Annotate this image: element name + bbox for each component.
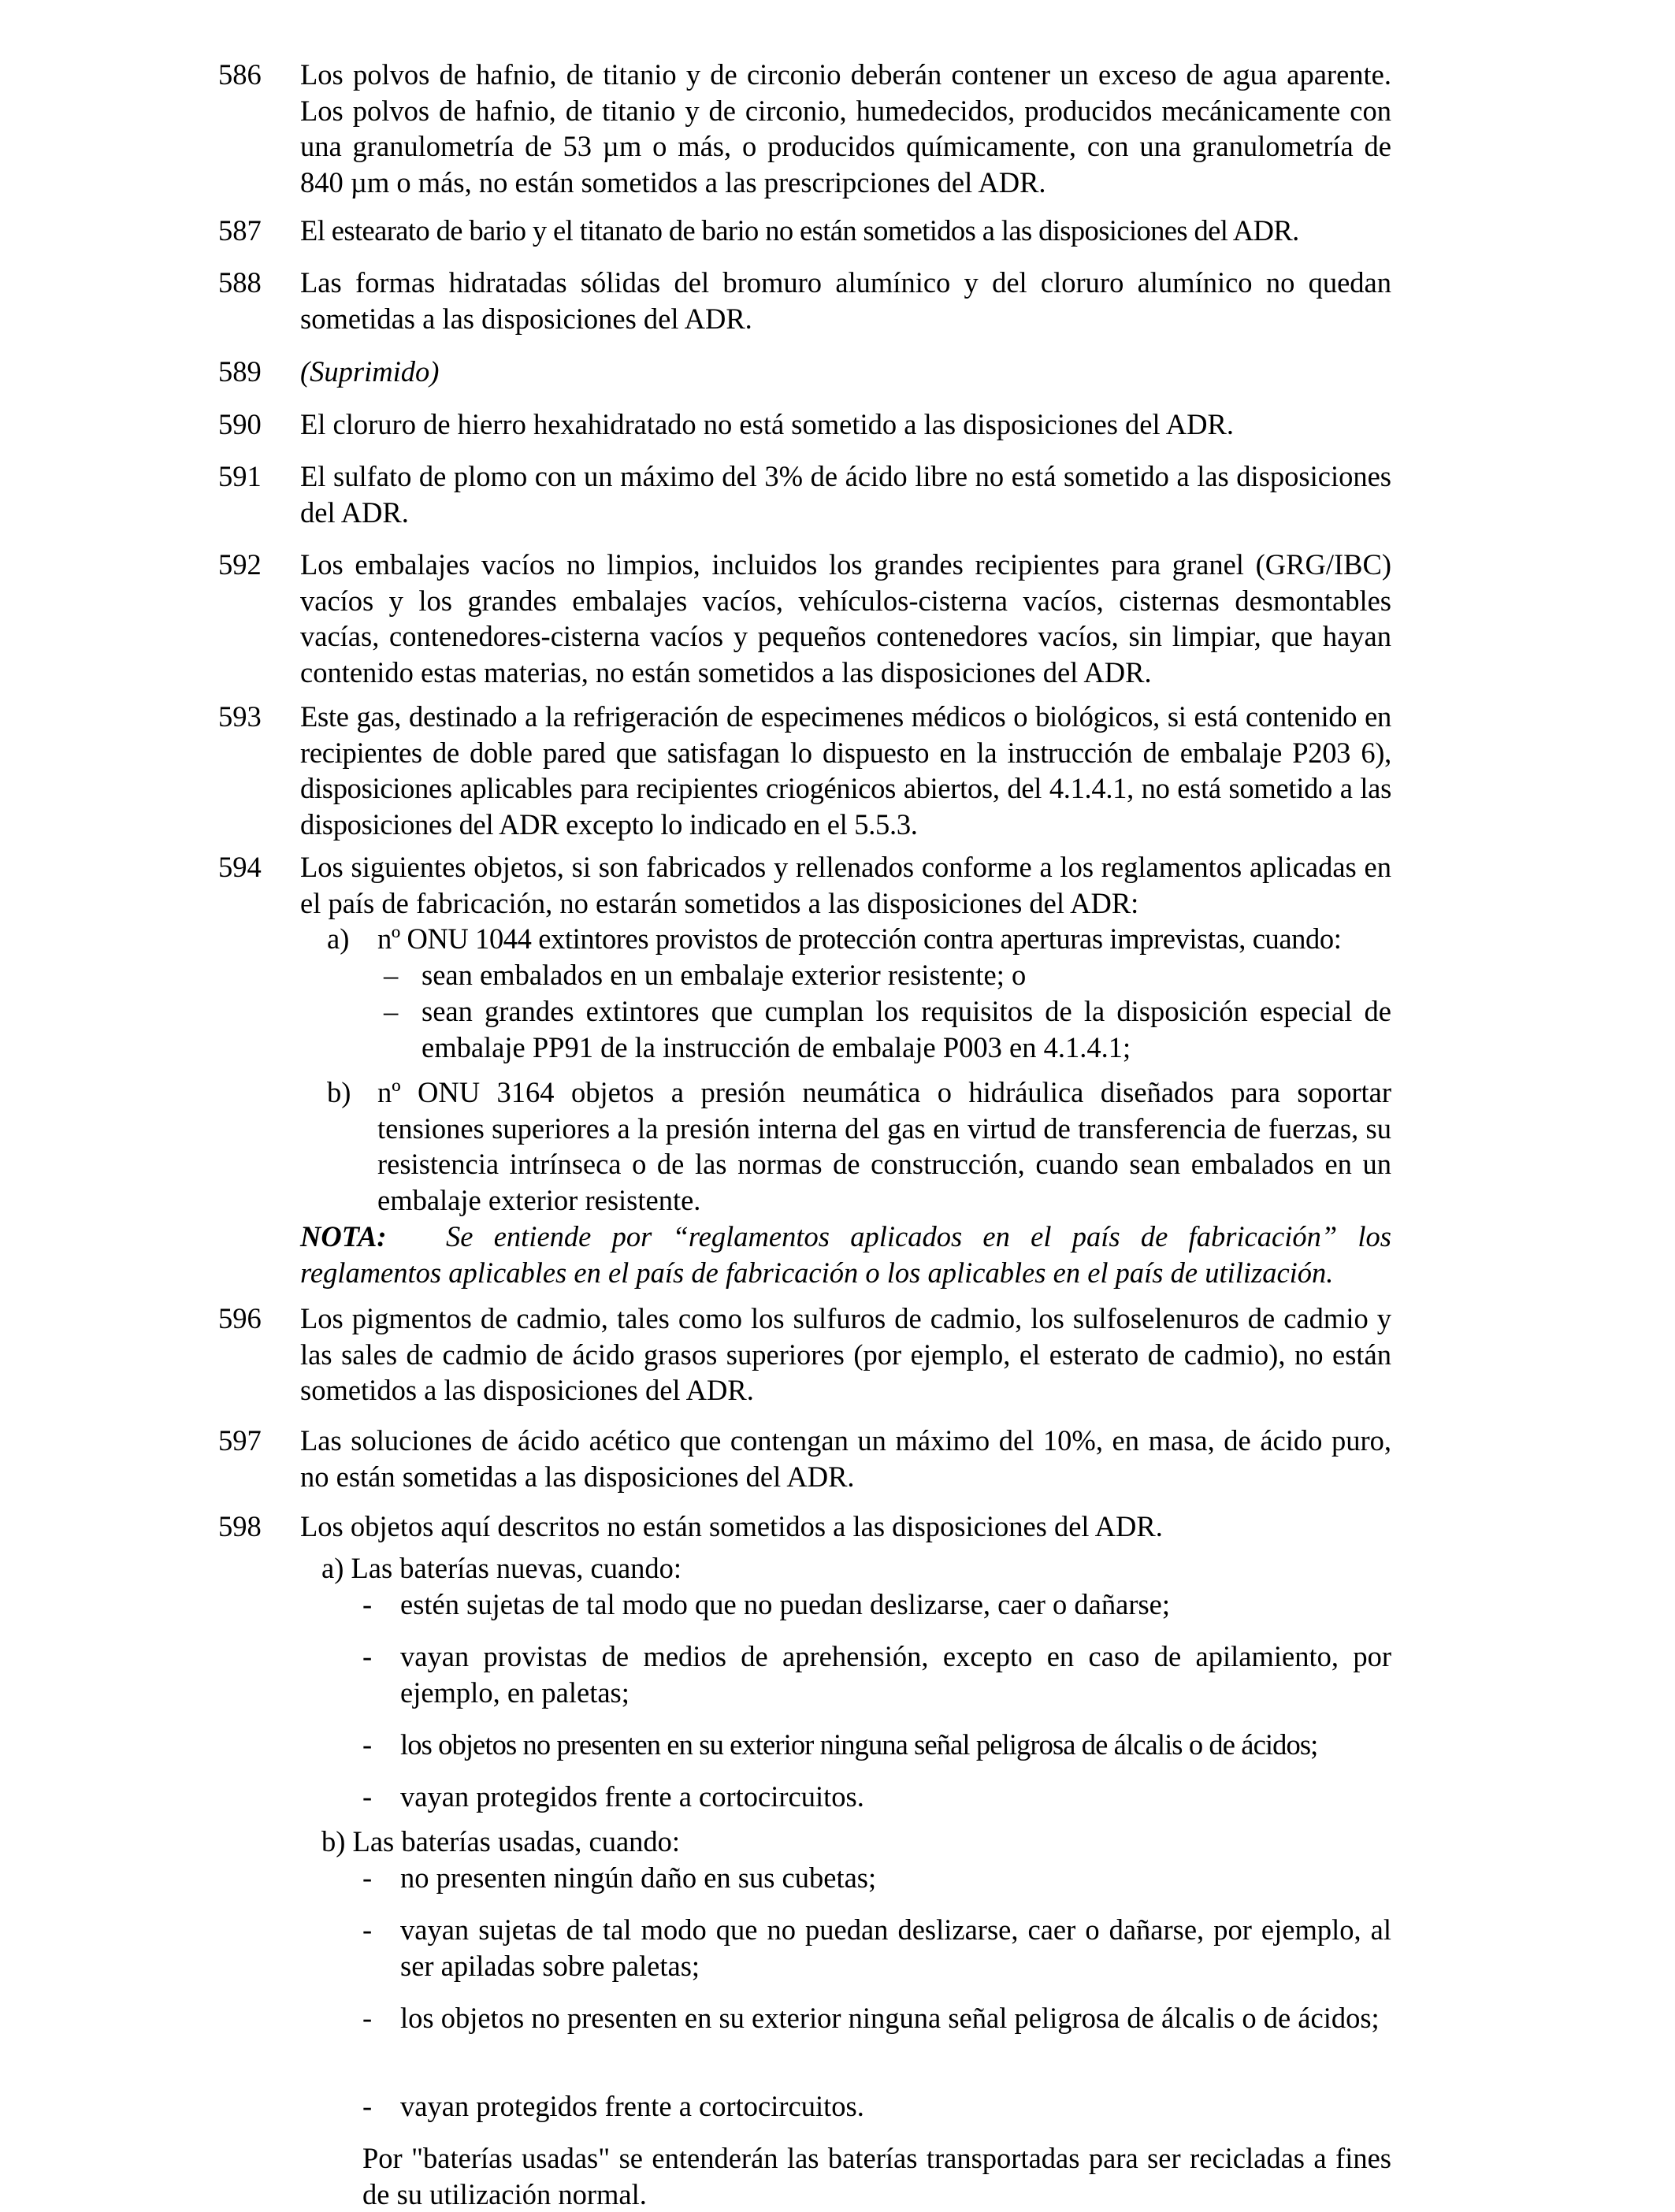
provision-number: 598 (218, 1510, 262, 1542)
dash-item-text: vayan protegidos frente a cortocircuitos. (400, 1780, 864, 1813)
provision-text: (Suprimido) (300, 355, 440, 388)
provision-number: 594 (218, 851, 262, 883)
dash-item-text: estén sujetas de tal modo que no puedan deslizarse, caer o dañarse; (400, 1588, 1171, 1620)
provision-text: Las formas hidratadas sólidas del bromuro alumínico y del cloruro alumínico no quedan sometidas a las disposiciones del ADR. (300, 266, 1391, 335)
note (300, 1219, 1391, 1290)
closing-paragraph: Por "baterías usadas" se entenderán las baterías transportadas para ser recicladas a fines de su utilización normal. (362, 2142, 1391, 2210)
dash-marker: - (362, 1780, 373, 1813)
dash-item-text: vayan protegidos frente a cortocircuitos. (400, 2090, 864, 2122)
provision-text: Los embalajes vacíos no limpios, incluidos los grandes recipientes para granel (GRG/IBC) vacíos y los grandes embalajes vacíos, vehículos-cisterna vacíos, cisternas desmontables vacías, contenedores-cisterna vacíos y pequeños contenedores vacíos, sin limpiar, que hayan contenido estas materias, no están sometidos a las disposiciones del ADR. (300, 548, 1391, 688)
provision-text: Los siguientes objetos, si son fabricados y rellenados conforme a los reglamentos aplicadas en el país de fabricación, no estarán sometidos a las disposiciones del ADR: (300, 851, 1391, 919)
sub-item-text: nº ONU 3164 objetos a presión neumática o hidráulica diseñados para soportar tensiones superiores a la presión interna del gas en virtud de transferencia de fuerzas, su resistencia intrínseca o de las normas de construcción, cuando sean embalados en un embalaje exterior resistente. (377, 1076, 1391, 1216)
dash-item-text: vayan provistas de medios de aprehensión, excepto en caso de apilamiento, por ejemplo, en paletas; (400, 1640, 1391, 1709)
provision-text: Este gas, destinado a la refrigeración de especimenes médicos o biológicos, si está contenido en recipientes de doble pared que satisfagan lo dispuesto en la instrucción de embalaje P203 6), disposiciones aplicables para recipientes criogénicos abiertos, del 4.1.4.1, no está sometido a las disposiciones del ADR excepto lo indicado en el 5.5.3. (300, 700, 1391, 841)
dash-marker: - (362, 1728, 373, 1761)
provision-number: 587 (218, 214, 262, 247)
dash-item-text: no presenten ningún daño en sus cubetas; (400, 1861, 877, 1894)
dash-marker: - (362, 1861, 373, 1894)
provision-text: El sulfato de plomo con un máximo del 3% de ácido libre no está sometido a las disposiciones del ADR. (300, 460, 1391, 529)
provision-text: El cloruro de hierro hexahidratado no está sometido a las disposiciones del ADR. (300, 408, 1234, 440)
dash-item-text: sean embalados en un embalaje exterior resistente; o (422, 959, 1027, 991)
sub-item-label: b) (327, 1076, 351, 1108)
provision-text: Los pigmentos de cadmio, tales como los sulfuros de cadmio, los sulfoselenuros de cadmio y las sales de cadmio de ácido grasos superiores (por ejemplo, el esterato de cadmio), no están sometidos a las disposiciones del ADR. (300, 1302, 1391, 1406)
dash-item-text: sean grandes extintores que cumplan los requisitos de la disposición especial de embalaje PP91 de la instrucción de embalaje P003 en 4.1.4.1; (422, 995, 1391, 1063)
dash-item-text: vayan sujetas de tal modo que no puedan deslizarse, caer o dañarse, por ejemplo, al ser apiladas sobre paletas; (400, 1913, 1391, 1982)
sub-item-label: a) (327, 922, 350, 955)
provision-number: 592 (218, 548, 262, 581)
provision-number: 596 (218, 1302, 262, 1334)
provision-number: 588 (218, 266, 262, 299)
dash-item-text: los objetos no presenten en su exterior ninguna señal peligrosa de álcalis o de ácidos; (400, 1728, 1318, 1761)
dash-item-text: los objetos no presenten en su exterior ninguna señal peligrosa de álcalis o de ácidos; (400, 2002, 1380, 2034)
provision-number: 590 (218, 408, 262, 440)
sub-heading-new-batteries: a) Las baterías nuevas, cuando: (321, 1552, 682, 1584)
note-label: NOTA: (300, 1220, 387, 1253)
provision-number: 586 (218, 58, 262, 91)
sub-item-text: nº ONU 1044 extintores provistos de protección contra aperturas imprevistas, cuando: (377, 922, 1342, 955)
provision-text: Las soluciones de ácido acético que contengan un máximo del 10%, en masa, de ácido puro, no están sometidas a las disposiciones del ADR. (300, 1424, 1391, 1493)
provision-number: 589 (218, 355, 262, 388)
dash-marker: - (362, 2090, 373, 2122)
provision-text: Los objetos aquí descritos no están sometidos a las disposiciones del ADR. (300, 1510, 1163, 1542)
provision-number: 593 (218, 700, 262, 733)
dash-marker: - (362, 1640, 373, 1672)
dash-marker: – (384, 959, 399, 991)
note-text: Se entiende por “reglamentos aplicados en el país de fabricación” los reglamentos aplicables en el país de fabricación o los aplicables en el país de utilización. (300, 1220, 1391, 1289)
dash-marker: – (384, 995, 399, 1027)
sub-heading-used-batteries: b) Las baterías usadas, cuando: (321, 1825, 681, 1858)
dash-marker: - (362, 1913, 373, 1946)
provision-number: 597 (218, 1424, 262, 1457)
dash-marker: - (362, 1588, 373, 1620)
dash-marker: - (362, 2002, 373, 2034)
provision-text: El estearato de bario y el titanato de bario no están sometidos a las disposiciones del ADR. (300, 214, 1299, 247)
provision-text: Los polvos de hafnio, de titanio y de circonio deberán contener un exceso de agua aparente. Los polvos de hafnio, de titanio y de circonio, humedecidos, producidos mecánicamente con una granulometría de 53 µm o más, o producidos químicamente, con una granulometría de 840 µm o más, no están sometidos a las prescripciones del ADR. (300, 58, 1391, 199)
provision-number: 591 (218, 460, 262, 492)
